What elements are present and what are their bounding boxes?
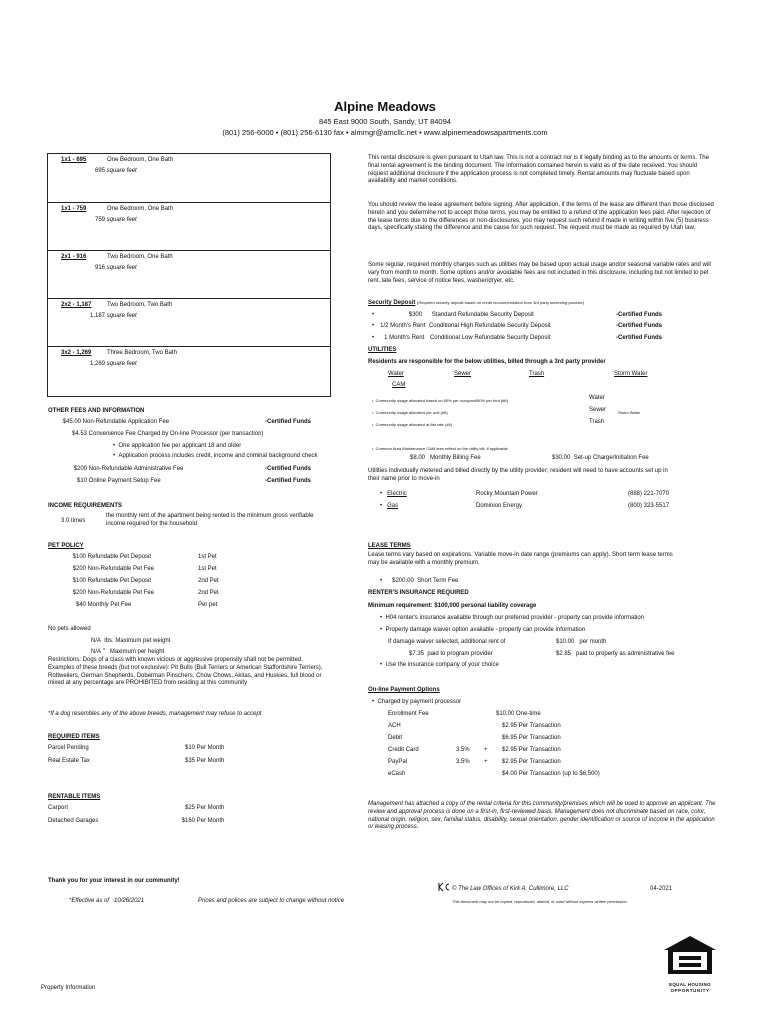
waiver-label: paid to program provider: [427, 651, 493, 657]
rentable-per: Per Month: [196, 805, 225, 811]
lease-text: Lease terms vary based on expirations. Variable move-in date range (premiums can apply). Short term lease terms may be available with a monthly premium.: [368, 552, 673, 566]
required-per: Per Month: [196, 758, 225, 764]
fee-label: Non-Refundable Administrative Fee: [88, 466, 184, 472]
rentable-amt: $25: [184, 805, 195, 811]
utility-cam: CAM: [392, 382, 406, 388]
unit-code: 1x1 - 695: [61, 157, 87, 163]
fee-note: -Certified Funds: [265, 478, 311, 484]
fee-label: Convenience Fee Charged by On-line Processor (per transaction): [88, 431, 264, 437]
security-row: • 1/2 Month's Rent Conditional High Refundable Security Deposit: [372, 323, 551, 329]
pet-which: 2nd Pet: [198, 578, 219, 584]
utility-col: Water: [388, 371, 404, 377]
disclosure-paragraph-3: Some regular, required monthly charges such as utilities may be based upon actual usage and/or seasonal variable rates and will vary from month to month. Some options and/or avoidable fees are not included in this disclosure, including but not limited to pet rent, late fees, service of notice fees, washer/dryer, etc.: [368, 262, 711, 284]
utilities-subhead: Residents are responsible for the below utilities, billed through a 3rd party provider: [368, 359, 606, 365]
insurance-min: Minimum requirement: $100,000 personal liability coverage: [368, 603, 537, 609]
rentable-heading: RENTABLE ITEMS: [48, 794, 101, 800]
security-note: (Required security deposit based on credit recommendation from 3rd party screening provider): [417, 300, 585, 305]
unit-code: 1x1 - 759: [61, 206, 87, 212]
pet-which: 2nd Pet: [198, 590, 219, 596]
pet-row: $40 Monthly Pet Fee: [75, 602, 132, 608]
payment-label: Debit: [388, 735, 403, 741]
income-times: 3.0 times: [61, 518, 86, 524]
payment-desc: Per Transaction (up to $6,500): [518, 771, 600, 777]
unit-code: 3x2 - 1,269: [61, 350, 92, 356]
unit-sqft: 695: [94, 168, 105, 174]
required-heading: REQUIRED ITEMS: [48, 734, 100, 740]
property-address: 845 East 9000 South, Sandy, UT 84094: [319, 117, 451, 126]
waiver-label: paid to property as administrative fee: [576, 651, 675, 657]
unit-box-5: [47, 346, 331, 397]
payment-heading: On-line Payment Options: [368, 687, 440, 693]
list-item: • One application fee per applicant 18 and older: [113, 443, 242, 449]
pet-row: $200 Non-Refundable Pet Fee: [72, 590, 155, 596]
payment-desc: Per Transaction: [518, 747, 561, 753]
payment-amt: $10.00: [496, 711, 515, 717]
unit-desc: Three Bedroom, Two Bath: [107, 350, 177, 356]
waiver-amt: $7.35: [409, 651, 425, 657]
version: 04-2021: [650, 886, 673, 892]
unit-box-4: [47, 298, 331, 348]
pet-restrictions: Restrictions: Dogs of a class with known vicious or aggressive propensity shall not be permitted. Examples of these breeds (but not exclusive): Pit Bulls (Bull Terriers or American Staffordshire Terriers), Rottweilers, German Shepherds, Doberman Pinschers, Chow Chows, Akitas, and Huskies, full blood or mixed at any percentage are PROHIBITED from residing at this community: [48, 657, 323, 687]
thanks-text: Thank you for your interest in our community!: [48, 878, 180, 884]
income-text: the monthly rent of the apartment being rented is the minimum gross verifiable income required for the household: [106, 513, 314, 527]
copyright: © The Law Offices of Kirk A. Cullimore, LLC: [452, 886, 569, 892]
payment-amt: $4.00: [502, 771, 518, 777]
pet-row: $100 Refundable Pet Deposit: [72, 554, 152, 560]
fee-note: -Certified Funds: [265, 419, 311, 425]
unit-code: 2x1 - 916: [61, 254, 87, 260]
provider-name: Dominion Energy: [476, 503, 523, 509]
required-per: Per Month: [196, 745, 225, 751]
lease-heading: LEASE TERMS: [368, 543, 411, 549]
billing-amt: $8.00: [410, 455, 426, 461]
no-pets: No pets allowed: [48, 626, 91, 632]
payment-pct: 3.5%: [456, 747, 470, 753]
waiver-text: If damage waiver selected, additional rent of: [388, 639, 506, 645]
list-item: • Application process includes credit, income and criminal background check: [113, 453, 318, 459]
required-label: Real Estate Tax: [48, 758, 90, 764]
payment-bullet: • Charged by payment processor: [372, 699, 462, 705]
usage-util: Sewer: [589, 407, 607, 413]
unit-sqft: 916: [94, 265, 105, 271]
effective-date: *Effective as of 10/26/2021: [69, 898, 145, 904]
usage-row: • Community usage allocated per unit (#8): [372, 410, 448, 415]
unit-desc: One Bedroom, One Bath: [107, 206, 174, 212]
payment-desc: Per Transaction: [518, 759, 561, 765]
pet-which: Per pet: [198, 602, 218, 608]
unit-code: 2x2 - 1,187: [61, 302, 92, 308]
unit-sqft-label: square feet: [106, 361, 137, 367]
usage-extra: Storm Water: [618, 410, 641, 415]
payment-amt: $2.95: [502, 723, 518, 729]
security-heading: Security Deposit (Required security deposit based on credit recommendation from 3rd party screening provider): [368, 300, 585, 306]
security-row: • 1 Month's Rent Conditional Low Refundable Security Deposit: [372, 335, 551, 341]
unit-sqft: 1,187: [89, 313, 105, 319]
rentable-label: Detached Garages: [48, 818, 99, 824]
pet-note: *If a dog resembles any of the above breeds, management may refuse to accept: [48, 711, 262, 717]
usage-row: • Community usage allocated based on 50% per occupant/50% per foot (#6): [372, 398, 508, 403]
fee-amount: $45.00: [62, 419, 81, 425]
unit-sqft-label: square feet: [106, 313, 137, 319]
provider-phone: (888) 221-7070: [628, 491, 670, 497]
provider-row: • Gas: [380, 503, 399, 509]
rentable-per: Per Month: [196, 818, 225, 824]
property-title: Alpine Meadows: [334, 99, 436, 114]
insurance-heading: RENTER'S INSURANCE REQUIRED: [368, 590, 469, 596]
usage-util: Water: [589, 395, 605, 401]
rentable-amt: $160: [181, 818, 195, 824]
unit-desc: One Bedroom, One Bath: [107, 157, 174, 163]
payment-amt: $2.95: [502, 759, 518, 765]
utility-col: Storm Water: [614, 371, 648, 377]
income-heading: INCOME REQUIREMENTS: [48, 503, 123, 509]
unit-sqft: 759: [94, 217, 105, 223]
required-amt: $10: [184, 745, 195, 751]
security-cert: -Certified Funds: [616, 335, 662, 341]
pet-which: 1st Pet: [198, 566, 217, 572]
payment-label: Credit Card: [388, 747, 419, 753]
unit-desc: Two Bedroom, Two Bath: [107, 302, 173, 308]
unit-sqft-label: square feet: [106, 168, 137, 174]
payment-desc: One-time: [516, 711, 541, 717]
management-statement: Management has attached a copy of the rental criteria for this community/premises which will be used to approve an applicant. The review and approval process is done on a first-in, first-reviewed basis. Management does not discriminate based on race, color, national origin, religion, sex, familial status, disability, sexual orientation, gender identification or source of income in the application or leasing process.: [368, 801, 716, 831]
disclosure-paragraph-2: You should review the lease agreement before signing. After application, if the terms of the lease are different than those disclosed herein and you determine not to accept those terms, you may be entitled to a refund of the application fees paid. After rejection of the lease terms due to the differences or non-disclosures, you may request such refund if made in writing within five (5) business days, specifically stating the difference and the cause for such request. The request must be made as required by Utah law.: [368, 202, 714, 232]
billing-label: Monthly Billing Fee: [430, 455, 481, 461]
security-row: • $300 Standard Refundable Security Deposit: [372, 312, 534, 318]
usage-util: Trash: [589, 419, 605, 425]
unit-sqft-label: square feet: [106, 265, 137, 271]
unit-box-3: [47, 250, 331, 300]
utilities-metered: Utilities individually metered and billed directly by the utility provider; resident will need to have accounts set up in their name prior to move-in: [368, 468, 668, 482]
utility-col: Sewer: [454, 371, 472, 377]
payment-label: ACH: [388, 723, 401, 729]
required-label: Parcel Pending: [48, 745, 89, 751]
law-office-logo-icon: [438, 882, 450, 892]
payment-plus: +: [484, 747, 488, 753]
security-cert: -Certified Funds: [616, 323, 662, 329]
utility-col: Trash: [529, 371, 545, 377]
pet-which: 1st Pet: [198, 554, 217, 560]
pet-weight: N/A lbs. Maximum pet weight: [91, 638, 171, 644]
unit-box-1: [47, 153, 331, 203]
waiver-amt: $2.85: [556, 651, 572, 657]
payment-label: eCash: [388, 771, 406, 777]
fee-label: Non-Refundable Application Fee: [82, 419, 170, 425]
waiver-amt: $10.00: [556, 639, 575, 645]
payment-label: PayPal: [388, 759, 408, 765]
eho-line1: EQUAL HOUSING: [669, 981, 711, 987]
fee-label: Online Payment Setup Fee: [88, 478, 161, 484]
unit-desc: Two Bedroom, One Bath: [107, 254, 173, 260]
provider-name: Rocky Mountain Power: [476, 491, 538, 497]
payment-desc: Per Transaction: [518, 723, 561, 729]
eho-line2: OPPORTUNITY: [670, 987, 710, 993]
equal-housing-house-icon: [660, 934, 720, 978]
fee-amount: $200: [73, 466, 87, 472]
payment-plus: +: [484, 759, 488, 765]
property-contact: (801) 256-6000 • (801) 256-6130 fax • almmgr@amcllc.net • www.alpinemeadowsapartments.com: [222, 128, 548, 137]
other-fees-heading: OTHER FEES AND INFORMATION: [48, 408, 145, 414]
payment-label: Enrollment Fee: [388, 711, 429, 717]
rentable-label: Carport: [48, 805, 69, 811]
pet-heading: PET POLICY: [48, 543, 84, 549]
page-header: [0, 98, 770, 138]
provider-phone: (800) 323-5517: [628, 503, 670, 509]
unit-sqft-label: square feet: [106, 217, 137, 223]
provider-row: • Electric: [380, 491, 407, 497]
waiver-per: per month: [579, 639, 607, 645]
pet-row: $200 Non-Refundable Pet Fee: [72, 566, 155, 572]
insurance-bullet: • Property damage waiver option available - property can provide information: [380, 627, 586, 633]
disclosure-paragraph-1: This rental disclosure is given pursuant to Utah law. This is not a contract nor is it legally binding as to the amounts or terms. The final rental agreement is the binding document. The information contained herein is valid as of the date received. You should request additional disclosure if the application process is not completed timely. Rental amounts may fluctuate based upon availability and market conditions.: [368, 155, 709, 185]
pet-row: $100 Refundable Pet Deposit: [72, 578, 152, 584]
property-info: Property Information: [41, 985, 96, 991]
short-term: • $200.00 Short Term Fee: [380, 578, 459, 584]
unit-box-2: [47, 202, 331, 252]
payment-amt: $6.95: [502, 735, 518, 741]
security-cert: -Certified Funds: [616, 312, 662, 318]
insurance-bullet: • Use the insurance company of your choice: [380, 662, 499, 668]
equal-housing-logo: [660, 934, 720, 993]
unit-sqft: 1,269: [89, 361, 105, 367]
fee-amount: $4.53: [71, 431, 87, 437]
insurance-bullet: • H04 renter's insurance available through our preferred provider - property can provide information: [380, 615, 645, 621]
payment-amt: $2.95: [502, 747, 518, 753]
copy-note: This document may not be copied, reproduced, altered, or used without express written permission.: [452, 899, 628, 904]
cam-note: • Common Area Maintenance CAM fees reflect on the utility bill, if applicable.: [372, 446, 509, 451]
usage-row: • Community usage allocated at flat rate (#4): [372, 422, 453, 427]
setup-label: Set-up Charge/Initiation Fee: [573, 455, 649, 461]
payment-pct: 3.5%: [456, 759, 470, 765]
required-amt: $35: [184, 758, 195, 764]
setup-amt: $30.00: [552, 455, 571, 461]
subject-to-change: Prices and polices are subject to change without notice: [198, 898, 345, 904]
utilities-heading: UTILITIES: [368, 347, 397, 353]
fee-amount: $10: [76, 478, 87, 484]
pet-height: N/A " Maximum per height: [91, 649, 165, 655]
payment-desc: Per Transaction: [518, 735, 561, 741]
fee-note: -Certified Funds: [265, 466, 311, 472]
